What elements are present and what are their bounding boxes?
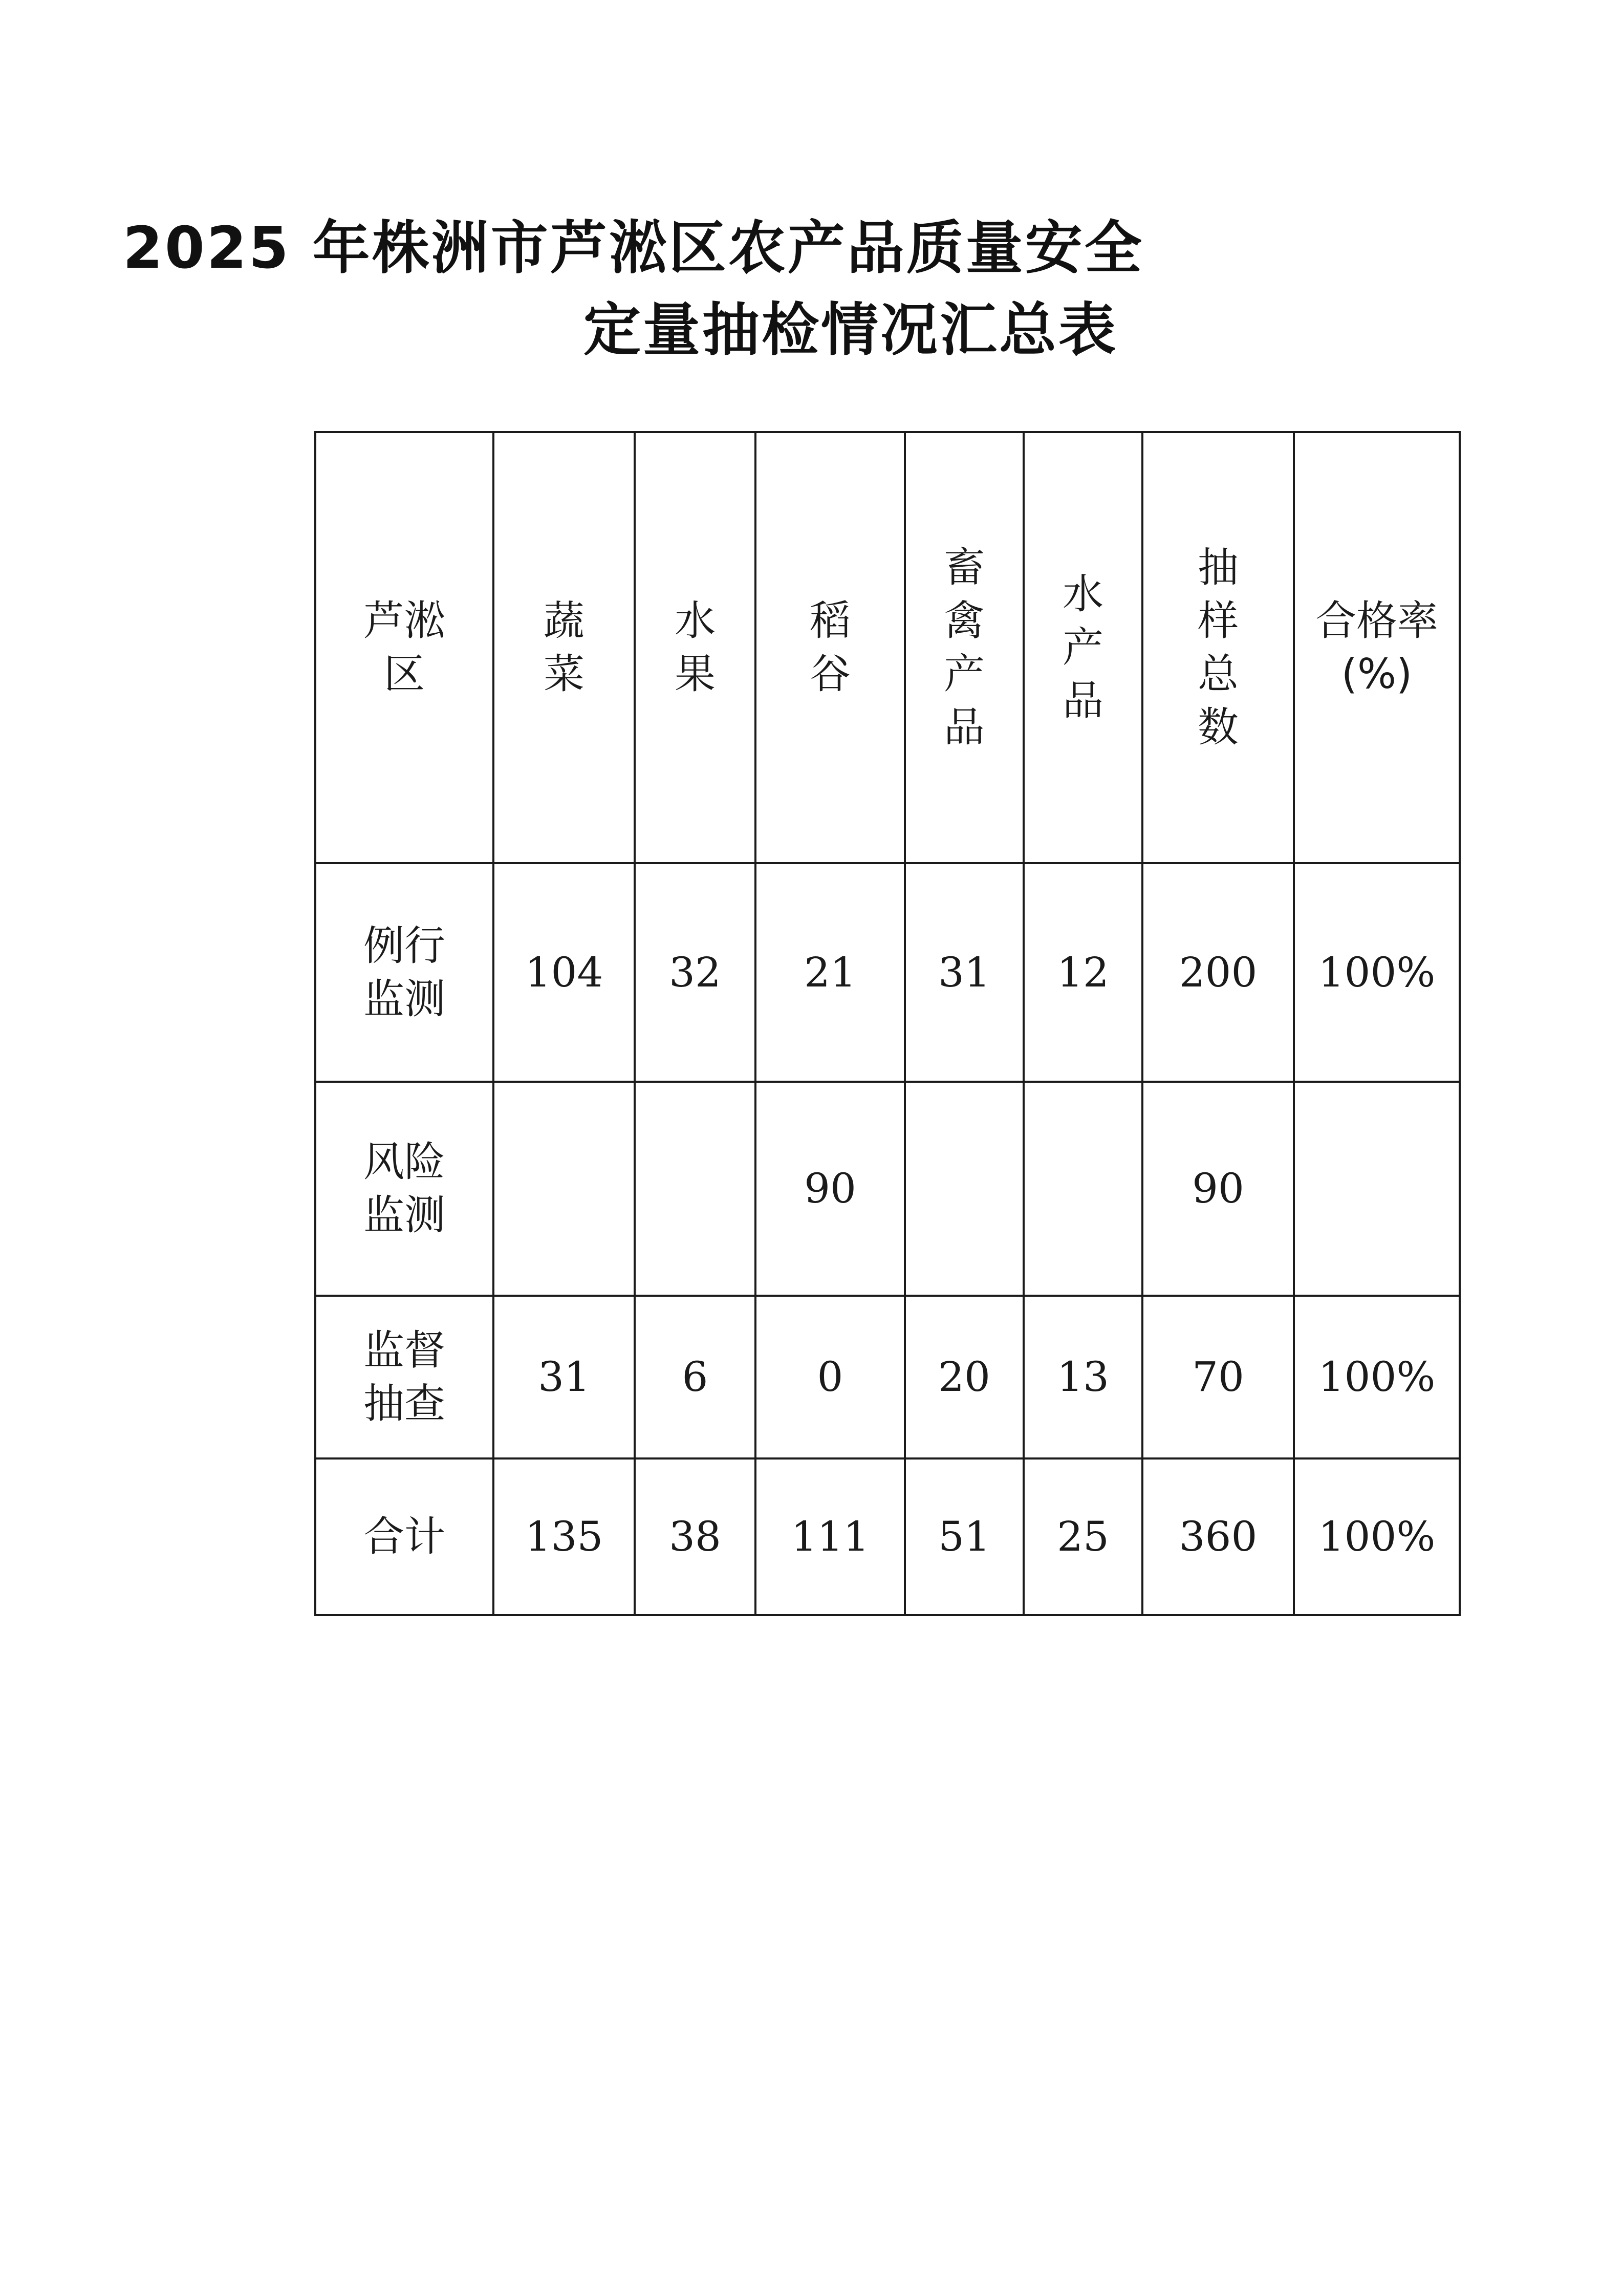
table-cell: 104 <box>493 863 635 1082</box>
header-cell <box>1142 432 1294 863</box>
table-cell: 51 <box>905 1458 1024 1615</box>
table-cell: 31 <box>905 863 1024 1082</box>
header-livestock: 畜禽产品 <box>944 544 985 751</box>
table-cell <box>1024 1082 1142 1296</box>
table-row <box>315 863 1460 1082</box>
table-cell <box>1294 1082 1460 1296</box>
row-label-cell <box>315 1082 493 1296</box>
table-cell: 100% <box>1294 1296 1460 1458</box>
header-pass-rate: 合格率(%) <box>1315 597 1438 698</box>
header-fruit: 水果 <box>675 597 716 698</box>
table-cell: 90 <box>1142 1082 1294 1296</box>
table-cell: 38 <box>635 1458 755 1615</box>
summary-table <box>314 431 1461 1616</box>
table-cell <box>493 1082 635 1296</box>
header-cell <box>635 432 755 863</box>
row-label: 风险监测 <box>363 1138 445 1239</box>
row-label: 监督抽查 <box>363 1326 445 1427</box>
table-cell: 6 <box>635 1296 755 1458</box>
row-label-cell <box>315 863 493 1082</box>
header-row <box>315 432 1460 863</box>
header-cell <box>755 432 905 863</box>
header-cell <box>315 432 493 863</box>
table-cell <box>635 1082 755 1296</box>
table-cell: 32 <box>635 863 755 1082</box>
table-cell: 135 <box>493 1458 635 1615</box>
header-aquatic: 水产品 <box>1063 570 1103 724</box>
table-cell: 0 <box>755 1296 905 1458</box>
header-district: 芦淞区 <box>363 597 445 698</box>
row-label: 例行监测 <box>363 921 445 1023</box>
header-sample-total: 抽样总数 <box>1198 544 1239 751</box>
table-cell: 70 <box>1142 1296 1294 1458</box>
table-cell: 90 <box>755 1082 905 1296</box>
table-cell: 31 <box>493 1296 635 1458</box>
header-vegetables: 蔬菜 <box>544 597 584 698</box>
table-cell <box>905 1082 1024 1296</box>
table-row <box>315 1296 1460 1458</box>
table-cell: 100% <box>1294 863 1460 1082</box>
table-cell: 13 <box>1024 1296 1142 1458</box>
summary-table-container <box>314 431 1461 1616</box>
table-cell: 12 <box>1024 863 1142 1082</box>
header-cell <box>1294 432 1460 863</box>
row-label-cell <box>315 1296 493 1458</box>
table-cell: 21 <box>755 863 905 1082</box>
header-cell <box>1024 432 1142 863</box>
page-title-line1: 2025 年株洲市芦淞区农产品质量安全 <box>123 215 1144 282</box>
table-row <box>315 1082 1460 1296</box>
header-cell <box>905 432 1024 863</box>
table-cell: 25 <box>1024 1458 1142 1615</box>
header-cell <box>493 432 635 863</box>
table-cell: 360 <box>1142 1458 1294 1615</box>
header-rice: 稻谷 <box>810 597 851 698</box>
table-row <box>315 1458 1460 1615</box>
table-cell: 200 <box>1142 863 1294 1082</box>
table-cell: 111 <box>755 1458 905 1615</box>
page-title-line2: 定量抽检情况汇总表 <box>583 297 1118 363</box>
table-cell: 100% <box>1294 1458 1460 1615</box>
table-cell: 20 <box>905 1296 1024 1458</box>
row-label-cell: 合计 <box>315 1458 493 1615</box>
